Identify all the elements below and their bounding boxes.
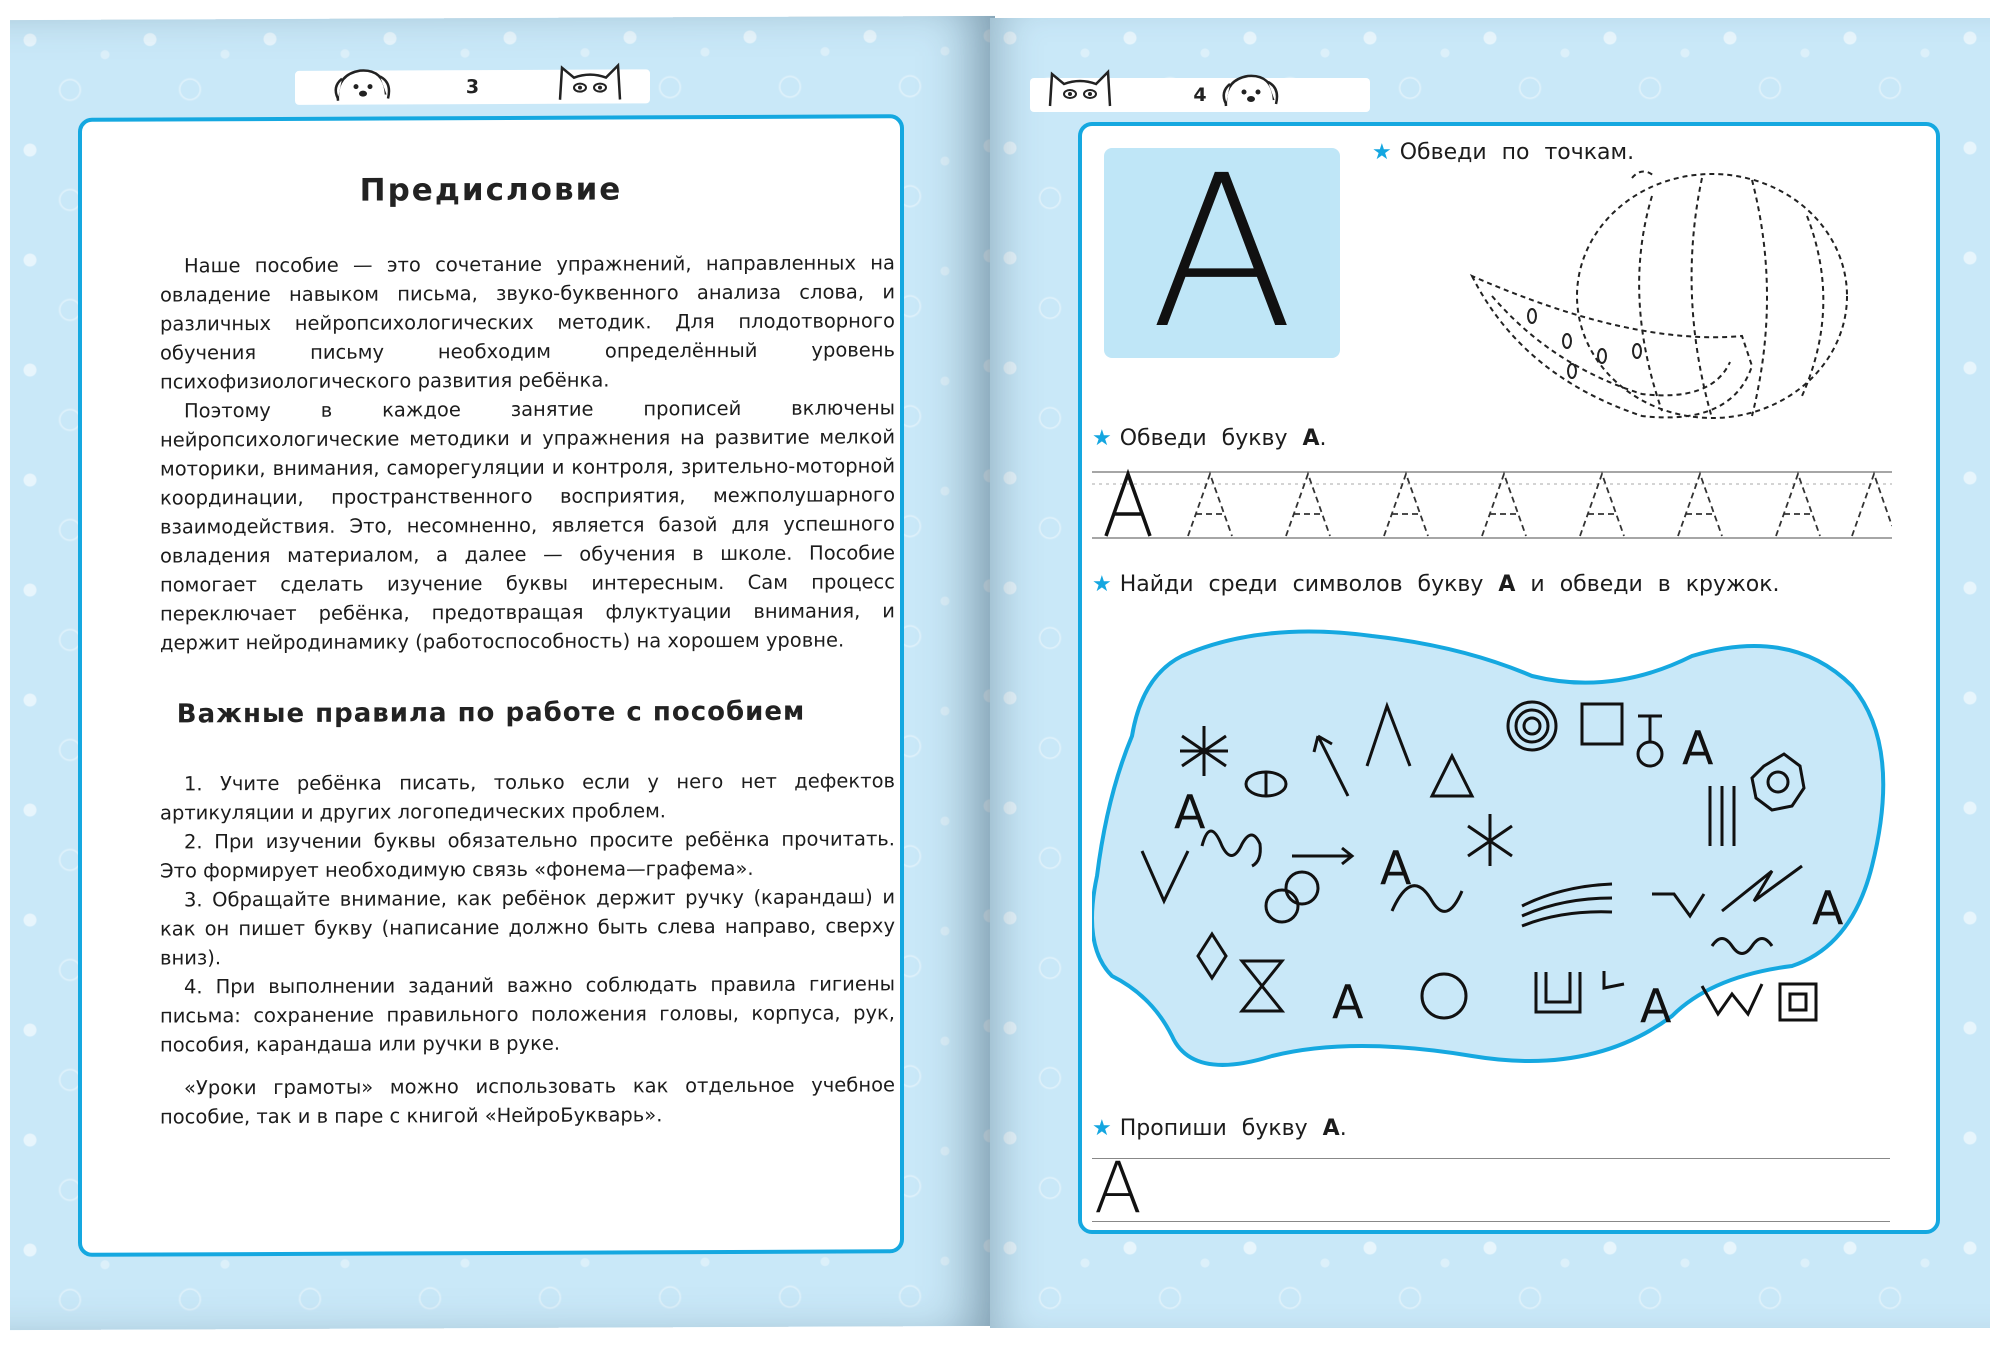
task-write-letter: ★ Пропиши букву А. xyxy=(1092,1116,1347,1141)
star-icon: ★ xyxy=(1092,1116,1112,1141)
star-icon: ★ xyxy=(1372,140,1392,165)
symbol-letter: А xyxy=(1812,881,1844,935)
page-title: Предисловие xyxy=(359,171,623,209)
paragraph: Наше пособие — это сочетание упражнений, направленных на овладение навыком письма, звуко-буквенного анализа слова, и различных нейропсихологических методик. Для плодотворного обучения письму необходим определённый уровень психофизиологического развития ребёнка. xyxy=(160,251,895,394)
rule-item: 2. При изучении буквы обязательно просите ребёнка прочитать. Это формирует необходимую связь «фонема—графема». xyxy=(160,827,895,883)
dog-icon xyxy=(1218,66,1298,110)
task-find-letter: ★ Найди среди символов букву А и обведи в кружок. xyxy=(1092,572,1780,597)
content-panel-left xyxy=(78,114,904,1257)
rules-title: Важные правила по работе с пособием xyxy=(176,696,806,730)
closing-paragraph: «Уроки грамоты» можно использовать как отдельное учебное пособие, так и в паре с книгой «НейроБукварь». xyxy=(160,1073,895,1129)
dog-icon xyxy=(330,60,410,104)
right-page xyxy=(990,18,1990,1328)
sample-letter: А xyxy=(1094,1147,1142,1229)
symbol-letter: А xyxy=(1640,979,1672,1033)
page-number-left: 3 xyxy=(465,76,480,99)
symbols-blob xyxy=(1092,616,1912,1086)
symbol-letter: А xyxy=(1332,975,1364,1029)
task-trace-dots: ★ Обведи по точкам. xyxy=(1372,140,1635,165)
left-page xyxy=(10,16,995,1330)
rule-item: 1. Учите ребёнка писать, только если у него нет дефектов артикуляции и других логопедических проблем. xyxy=(160,769,895,825)
paragraph: Поэтому в каждое занятие прописей включены нейропсихологические методики и упражнения на развитие мелкой моторики, внимания, саморегуляции и контроля, зрительно-моторной координации, пространственного восприятия, межполушарного взаимодействия. Это, несомненно, является базой для успешного овладения материалом, а далее — обучения в школе. Пособие помогает сделать изучение буквы интересным. Сам процесс переключает ребёнка, предотвращая флуктуации внимания, и держит нейродинамику (работоспособность) на хорошем уровне. xyxy=(160,396,895,655)
rules-list xyxy=(160,766,895,1131)
star-icon: ★ xyxy=(1092,426,1112,451)
writing-row[interactable] xyxy=(1092,1147,1890,1229)
symbol-letter: А xyxy=(1682,721,1714,775)
rule-item: 4. При выполнении заданий важно соблюдать правила гигиены письма: сохранение правильного положения головы, корпуса, рук, пособия, карандаша или ручки в руке. xyxy=(160,972,895,1057)
big-letter-box xyxy=(1104,130,1340,375)
page-number-right: 4 xyxy=(1193,84,1207,106)
big-letter: А xyxy=(1150,130,1294,375)
cat-icon xyxy=(550,57,634,103)
star-icon: ★ xyxy=(1092,572,1112,597)
watermelon-icon xyxy=(1462,166,1902,436)
symbol-letter: А xyxy=(1380,841,1412,895)
symbol-letter: А xyxy=(1174,785,1206,839)
intro-text xyxy=(160,248,895,657)
content-panel-right xyxy=(1078,122,1940,1234)
task-trace-letter: ★ Обведи букву А. xyxy=(1092,426,1327,451)
letter-tracing-row xyxy=(1092,466,1892,546)
cat-icon xyxy=(1040,64,1124,110)
rule-item: 3. Обращайте внимание, как ребёнок держит ручку (карандаш) и как он пишет букву (написание должно быть слева направо, сверху вниз). xyxy=(160,885,895,970)
